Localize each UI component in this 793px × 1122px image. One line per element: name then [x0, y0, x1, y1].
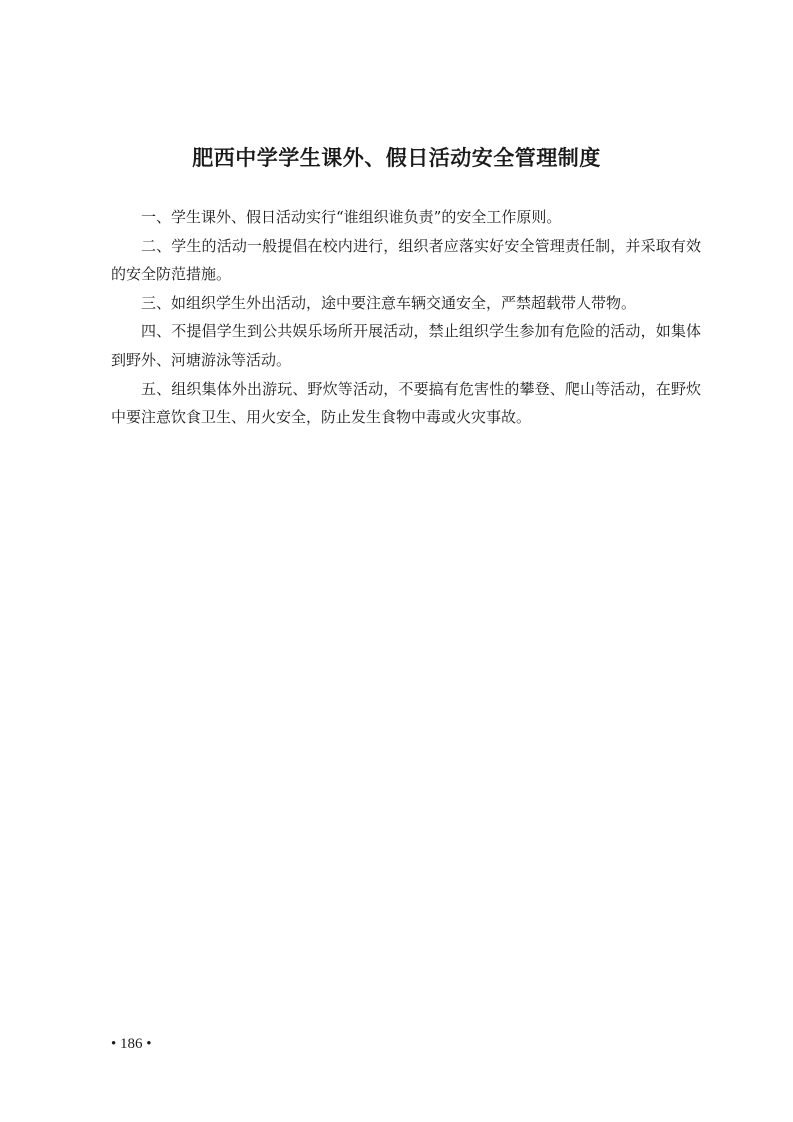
document-body — [111, 203, 701, 432]
page-number: • 186 • — [111, 1036, 152, 1052]
paragraph-3: 三、如组织学生外出活动，途中要注意车辆交通安全，严禁超载带人带物。 — [141, 293, 637, 312]
paragraph-4: 四、不提倡学生到公共娱乐场所开展活动，禁止组织学生参加有危险的活动，如集体到野外、河塘游泳等活动。 — [111, 322, 701, 369]
paragraph-5: 五、组织集体外出游玩、野炊等活动，不要搞有危害性的攀登、爬山等活动，在野炊中要注意饮食卫生、用火安全，防止发生食物中毒或火灾事故。 — [111, 379, 701, 427]
paragraph-2: 二、学生的活动一般提倡在校内进行，组织者应落实好安全管理责任制，并采取有效的安全防范措施。 — [111, 236, 701, 284]
paragraph-1: 一、学生课外、假日活动实行“谁组织谁负责”的安全工作原则。 — [141, 208, 562, 226]
document-title: 肥西中学学生课外、假日活动安全管理制度 — [192, 146, 601, 170]
